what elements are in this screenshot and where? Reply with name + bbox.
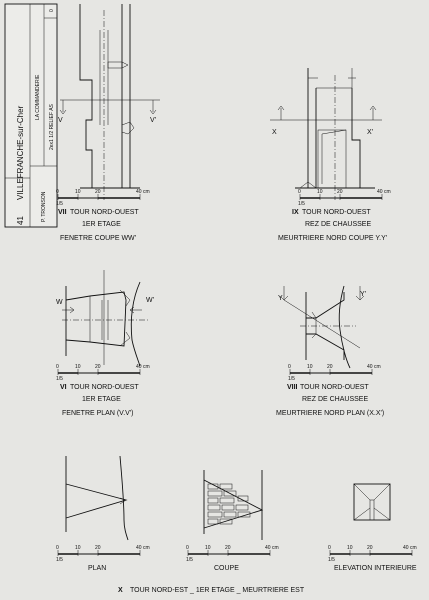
scale-t20: 20 (225, 545, 231, 551)
scale-t40: 40 cm (136, 364, 150, 370)
d4-cut_a: Y (278, 295, 283, 302)
d1-l3: FENETRE COUPE WW' (60, 235, 137, 242)
d2-l3: MEURTRIERE NORD COUPE Y.Y' (278, 235, 388, 242)
scale-bar-5 (56, 545, 150, 563)
d2-l1: TOUR NORD-OUEST (302, 209, 371, 216)
d1-num: VII (58, 209, 67, 216)
scale-t20: 20 (327, 364, 333, 370)
drawing-plan (66, 456, 128, 540)
caption-2 (278, 209, 387, 242)
scale-t40: 40 cm (136, 189, 150, 195)
scale-t40: 40 cm (136, 545, 150, 551)
d3-cut_b: W' (146, 297, 154, 304)
caption-elevation: ELEVATION INTERIEURE (334, 565, 417, 572)
caption-4 (276, 384, 384, 417)
d4-cut_b: Y' (360, 291, 367, 298)
d3-num: VI (60, 384, 67, 391)
caption-plan: PLAN (88, 565, 107, 572)
scale-t40: 40 cm (367, 364, 381, 370)
cartouche-ref: 2ex1 1/2 RELIEF AS (49, 104, 55, 150)
scale-t10: 10 (317, 189, 323, 195)
scale-t10: 10 (307, 364, 313, 370)
d5-num: X (118, 587, 123, 594)
scale-t20: 20 (95, 545, 101, 551)
drawing-loophole-plan (278, 286, 366, 368)
drawing-window-section (58, 4, 160, 200)
d4-l1: TOUR NORD-OUEST (300, 384, 369, 391)
scale-ratio: 1/5 (186, 557, 193, 563)
caption-3 (60, 384, 139, 417)
d4-l3: MEURTRIERE NORD PLAN (X.X') (276, 410, 385, 417)
drawing-window-plan (56, 270, 154, 366)
scale-bar-4 (288, 364, 381, 382)
scale-t0: 0 (186, 545, 189, 551)
scale-t0: 0 (56, 364, 59, 370)
cartouche-town: VILLEFRANCHE-sur-Cher (16, 105, 25, 200)
d5-title: TOUR NORD-EST _ 1ER ETAGE _ MEURTRIERE EST (130, 587, 305, 594)
cartouche-num: 0 (49, 9, 55, 12)
scale-ratio: 1/5 (298, 201, 305, 207)
caption-1 (58, 209, 139, 242)
scale-t10: 10 (205, 545, 211, 551)
scale-t20: 20 (337, 189, 343, 195)
scale-t10: 10 (347, 545, 353, 551)
d3-l1: TOUR NORD-OUEST (70, 384, 139, 391)
d2-num: IX (292, 209, 299, 216)
scale-t20: 20 (95, 364, 101, 370)
d3-l3: FENETRE PLAN (V.V') (62, 410, 134, 417)
d4-num: VIII (287, 384, 298, 391)
scale-bar-6 (186, 545, 279, 563)
title-block (5, 4, 57, 227)
cartouche-author: P. TRONSON (41, 191, 47, 222)
scale-bar-7 (328, 545, 417, 563)
scale-t40: 40 cm (403, 545, 417, 551)
scale-t10: 10 (75, 545, 81, 551)
drawing-elevation (354, 484, 390, 520)
scale-t10: 10 (75, 364, 81, 370)
caption-coupe: COUPE (214, 565, 239, 572)
scale-t0: 0 (56, 545, 59, 551)
d3-cut_a: W (56, 299, 63, 306)
scale-ratio: 1/5 (56, 201, 63, 207)
drawing-loophole-section (270, 68, 382, 200)
scale-ratio: 1/5 (56, 557, 63, 563)
d4-l2: REZ DE CHAUSSEE (302, 396, 369, 403)
scale-t10: 10 (75, 189, 81, 195)
scale-t0: 0 (56, 189, 59, 195)
scale-t20: 20 (367, 545, 373, 551)
scale-ratio: 1/5 (288, 376, 295, 382)
cartouche-site: LA COMMANDERIE (35, 74, 41, 120)
scale-t20: 20 (95, 189, 101, 195)
cut-v: V (58, 117, 63, 124)
scale-t40: 40 cm (265, 545, 279, 551)
d2-cut_b: X' (367, 129, 374, 136)
scale-t0: 0 (328, 545, 331, 551)
scale-t0: 0 (288, 364, 291, 370)
d1-l2: 1ER ETAGE (82, 221, 121, 228)
scale-bar-3 (56, 364, 150, 382)
d1-l1: TOUR NORD-OUEST (70, 209, 139, 216)
cut-v-prime: V' (150, 117, 157, 124)
scale-bar-1 (56, 189, 150, 207)
cartouche-dept: 41 (16, 216, 25, 225)
d3-l2: 1ER ETAGE (82, 396, 121, 403)
scale-ratio: 1/5 (328, 557, 335, 563)
scale-ratio: 1/5 (56, 376, 63, 382)
drawing-coupe (204, 470, 262, 540)
scale-t0: 0 (298, 189, 301, 195)
d2-cut_a: X (272, 129, 277, 136)
scale-t40: 40 cm (377, 189, 391, 195)
scale-bar-2 (298, 189, 391, 207)
d2-l2: REZ DE CHAUSSEE (305, 221, 372, 228)
bottom-title (118, 587, 305, 594)
